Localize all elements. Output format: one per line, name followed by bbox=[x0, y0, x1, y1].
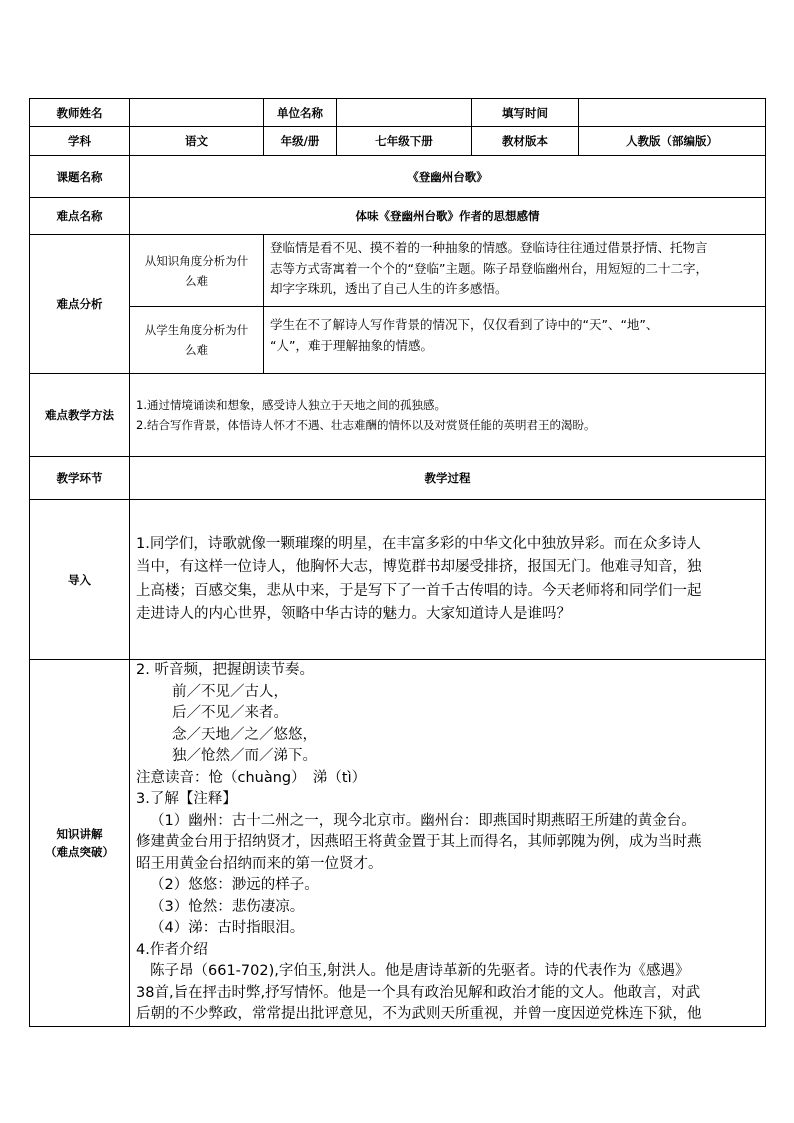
notes-title: 3.了解【注释】 bbox=[136, 791, 237, 807]
text-line: 走进诗人的内心世界，领略中华古诗的魅力。大家知道诗人是谁吗？ bbox=[136, 606, 571, 622]
text-line: 学生在不了解诗人写作背景的情况下，仅仅看到了诗中的“天”、“地”、 bbox=[270, 317, 659, 332]
author-line: 38首,旨在抨击时弊,抒写情怀。他是一个具有政治见解和政治才能的文人。他敢言，对武 bbox=[136, 984, 701, 1001]
process-header-row bbox=[30, 457, 766, 500]
rhythm-line: 念／天地／之／悠悠， bbox=[172, 726, 317, 743]
difficulty-row bbox=[30, 198, 766, 235]
text-line: 登临情是看不见、摸不着的一种抽象的情感。登临诗往往通过借景抒情、托物言 bbox=[270, 240, 708, 255]
analysis-knowledge-label: 从知识角度分析为什么难 bbox=[130, 235, 264, 307]
text-line: 上高楼；百感交集，悲从中来，于是写下了一首千古传唱的诗。今天老师将和同学们一起 bbox=[136, 582, 702, 599]
analysis-label: 难点分析 bbox=[30, 235, 130, 374]
intro-row bbox=[30, 500, 766, 660]
author-line: 后朝的不少弊政，常常提出批评意见，不为武则天所重视，并曾一度因逆党株连下狱，他 bbox=[136, 1006, 702, 1022]
analysis-knowledge-row bbox=[30, 235, 766, 307]
text-line: “人”，难于理解抽象的情感。 bbox=[270, 337, 433, 353]
difficulty-value: 体味《登幽州台歌》作者的思想感情 bbox=[130, 198, 766, 235]
note-line: （2）悠悠：渺远的样子。 bbox=[150, 877, 319, 893]
date-value bbox=[579, 99, 766, 127]
method-text bbox=[130, 374, 766, 457]
analysis-student-text bbox=[264, 307, 766, 374]
knowledge-text bbox=[130, 660, 766, 1027]
rhythm-line: 独／怆然／而／涕下。 bbox=[172, 748, 317, 764]
knowledge-label-line2: （难点突破） bbox=[45, 844, 114, 859]
stage-label: 教学环节 bbox=[30, 457, 130, 500]
date-label: 填写时间 bbox=[472, 99, 579, 127]
analysis-knowledge-text bbox=[264, 235, 766, 307]
difficulty-label: 难点名称 bbox=[30, 198, 130, 235]
pronunciation-note: 注意读音：怆（chuàng） 涕（tì） bbox=[136, 769, 367, 786]
note-line: （4）涕：古时指眼泪。 bbox=[150, 920, 305, 936]
unit-label: 单位名称 bbox=[264, 99, 337, 127]
note-line: 修建黄金台用于招纳贤才，因燕昭王将黄金置于其上而得名，其师郭隗为例，成为当时燕 bbox=[136, 834, 702, 850]
edition-value: 人教版（部编版） bbox=[579, 127, 766, 156]
lesson-label: 课题名称 bbox=[30, 156, 130, 198]
text-line: 志等方式寄寓着一个个的“登临”主题。陈子昂登临幽州台，用短短的二十二字， bbox=[270, 260, 708, 276]
subject-value: 语文 bbox=[130, 127, 264, 156]
knowledge-label-line1: 知识讲解 bbox=[56, 826, 103, 841]
note-line: 昭王用黄金台招纳而来的第一位贤才。 bbox=[136, 855, 383, 872]
note-line: （3）怆然：悲伤凄凉。 bbox=[150, 898, 305, 915]
grade-label: 年级/册 bbox=[264, 127, 337, 156]
grade-value: 七年级下册 bbox=[337, 127, 472, 156]
method-label: 难点教学方法 bbox=[30, 374, 130, 457]
listen-title: 2. 听音频，把握朗读节奏。 bbox=[136, 662, 314, 678]
intro-text bbox=[130, 500, 766, 660]
knowledge-label bbox=[30, 660, 130, 1027]
lesson-row bbox=[30, 156, 766, 198]
knowledge-row bbox=[30, 660, 766, 1027]
text-line: 1.同学们，诗歌就像一颗璀璨的明星，在丰富多彩的中华文化中独放异彩。而在众多诗人 bbox=[136, 535, 701, 552]
lesson-plan-table bbox=[29, 98, 766, 1027]
text-line: 1.通过情境诵读和想象，感受诗人独立于天地之间的孤独感。 bbox=[136, 398, 446, 412]
process-label: 教学过程 bbox=[130, 457, 766, 500]
subject-label: 学科 bbox=[30, 127, 130, 156]
edition-label: 教材版本 bbox=[472, 127, 579, 156]
method-row bbox=[30, 374, 766, 457]
lesson-value: 《登幽州台歌》 bbox=[130, 156, 766, 198]
author-title: 4.作者介绍 bbox=[136, 941, 208, 958]
rhythm-line: 后／不见／来者。 bbox=[172, 705, 288, 721]
teacher-value bbox=[130, 99, 264, 127]
text-line: 当中，有这样一位诗人，他胸怀大志，博览群书却屡受排挤，报国无门。他难寻知音，独 bbox=[136, 559, 702, 575]
unit-value bbox=[337, 99, 472, 127]
author-line: 陈子昂（661-702),字伯玉,射洪人。他是唐诗革新的先驱者。诗的代表作为《感遇》 bbox=[150, 963, 690, 979]
text-line: 却字字珠玑，透出了自己人生的许多感悟。 bbox=[270, 281, 508, 296]
analysis-student-row bbox=[30, 307, 766, 374]
teacher-label: 教师姓名 bbox=[30, 99, 130, 127]
lesson-plan-sheet bbox=[29, 98, 765, 1027]
header-row bbox=[30, 99, 766, 127]
intro-label: 导入 bbox=[30, 500, 130, 660]
rhythm-line: 前／不见／古人， bbox=[172, 683, 288, 700]
note-line: （1）幽州：古十二州之一，现今北京市。幽州台：即燕国时期燕昭王所建的黄金台。 bbox=[150, 812, 696, 829]
subject-row bbox=[30, 127, 766, 156]
analysis-student-label: 从学生角度分析为什么难 bbox=[130, 307, 264, 374]
text-line: 2.结合写作背景，体悟诗人怀才不遇、壮志难酬的情怀以及对赏贤任能的英明君王的渴盼。 bbox=[136, 418, 596, 432]
